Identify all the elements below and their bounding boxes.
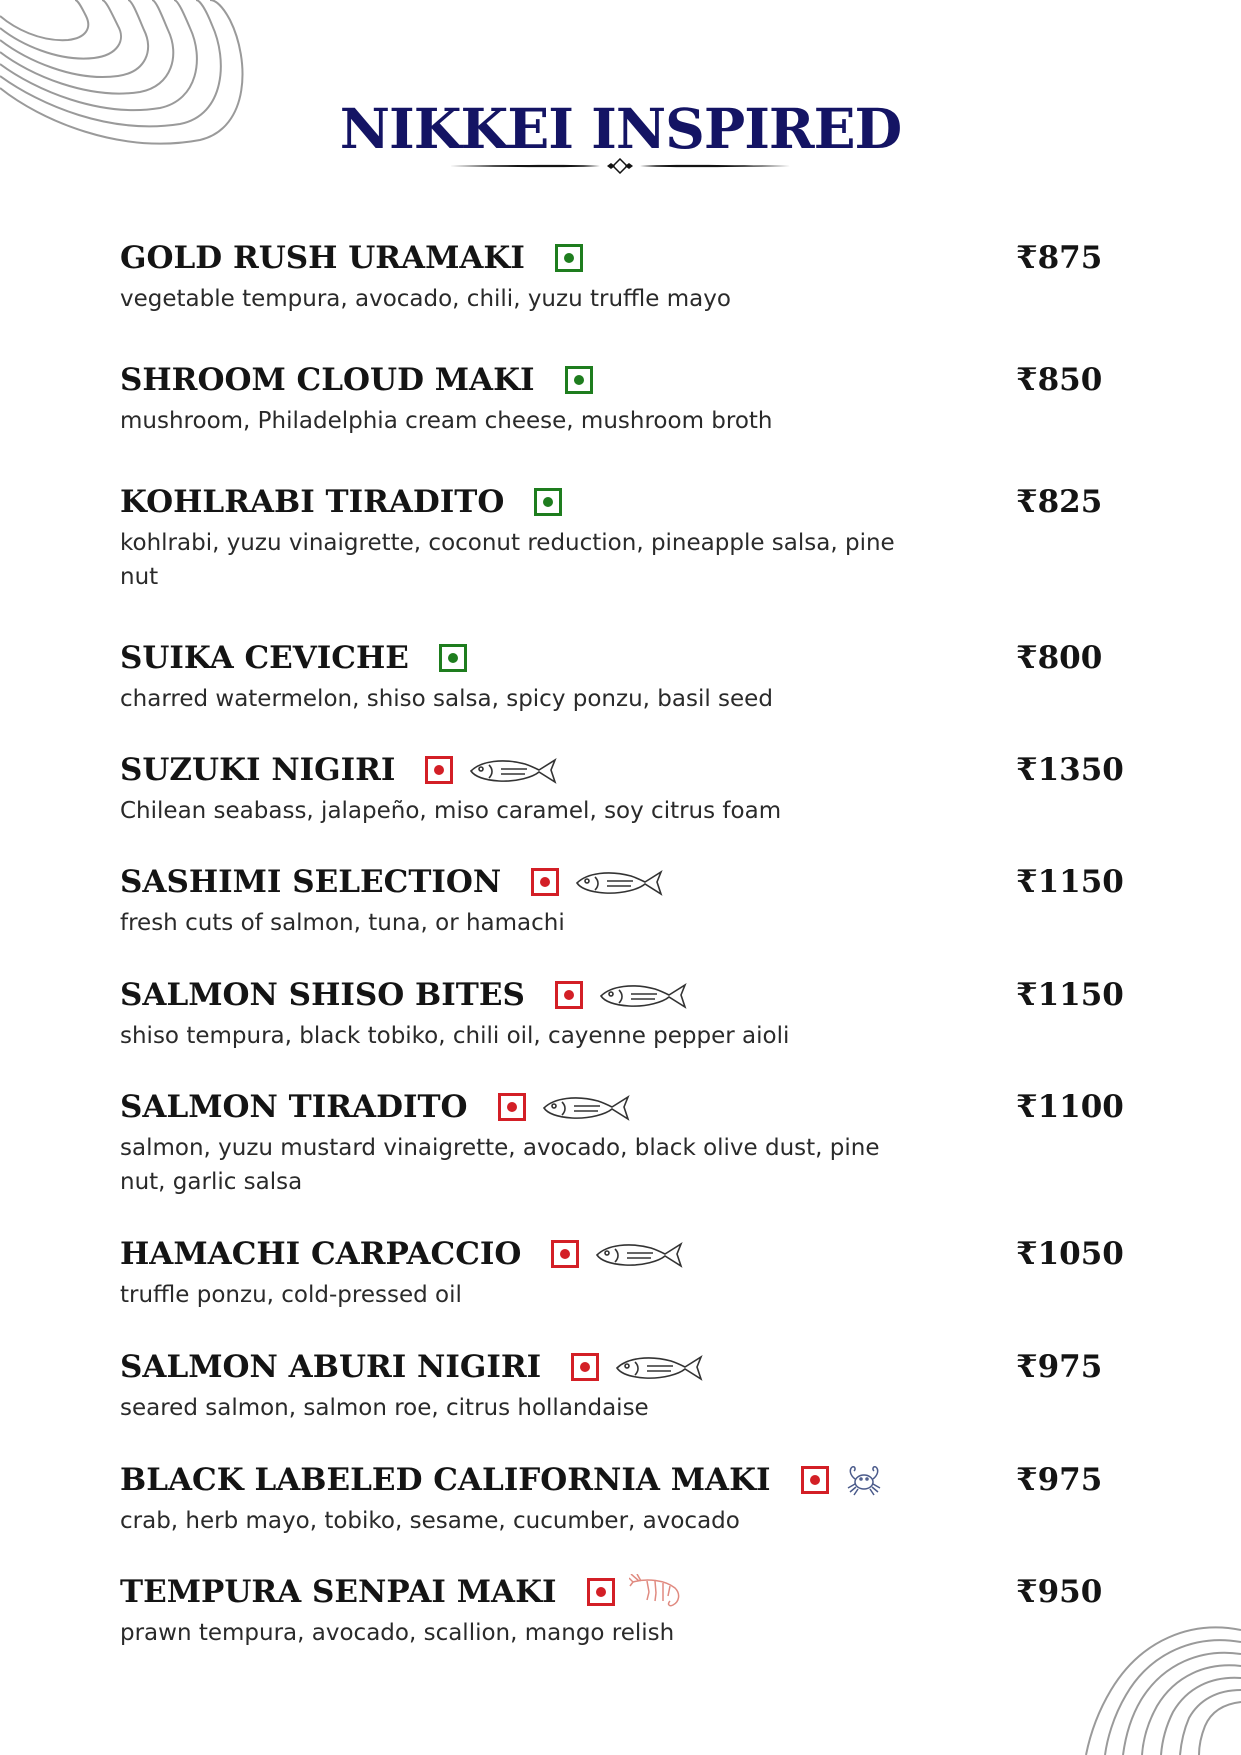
fish-icon: [467, 755, 559, 785]
menu-item: [120, 862, 1124, 940]
veg-indicator-icon: [565, 366, 593, 394]
menu-item: [120, 1087, 1124, 1199]
item-description: shiso tempura, black tobiko, chili oil, cayenne pepper aioli: [120, 1023, 790, 1049]
item-name: SALMON SHISO BITES: [120, 977, 525, 1013]
menu-item: [120, 750, 1124, 828]
menu-title: NIKKEI INSPIRED: [339, 96, 902, 161]
item-description: Chilean seabass, jalapeño, miso caramel, soy citrus foam: [120, 798, 782, 824]
item-price: ₹1150: [1016, 977, 1124, 1013]
item-price: ₹825: [1016, 484, 1103, 520]
item-description: prawn tempura, avocado, scallion, mango relish: [120, 1620, 675, 1646]
item-name: GOLD RUSH URAMAKI: [120, 240, 525, 276]
item-description: salmon, yuzu mustard vinaigrette, avocado, black olive dust, pine nut, garlic salsa: [120, 1135, 880, 1195]
item-description: fresh cuts of salmon, tuna, or hamachi: [120, 910, 565, 936]
item-name: BLACK LABELED CALIFORNIA MAKI: [120, 1462, 771, 1498]
item-price: ₹1100: [1016, 1089, 1124, 1125]
menu-item: [120, 975, 1124, 1053]
item-description: vegetable tempura, avocado, chili, yuzu truffle mayo: [120, 286, 731, 312]
item-price: ₹875: [1016, 240, 1103, 276]
veg-indicator-icon: [534, 488, 562, 516]
item-name: SHROOM CLOUD MAKI: [120, 362, 535, 398]
title-divider-ornament: [450, 158, 790, 174]
item-price: ₹1350: [1016, 752, 1124, 788]
fish-icon: [573, 867, 665, 897]
item-price: ₹975: [1016, 1462, 1103, 1498]
item-name: SUZUKI NIGIRI: [120, 752, 396, 788]
item-price: ₹1150: [1016, 864, 1124, 900]
item-price: ₹975: [1016, 1349, 1103, 1385]
item-description: seared salmon, salmon roe, citrus hollandaise: [120, 1395, 649, 1421]
veg-indicator-icon: [439, 644, 467, 672]
non-veg-indicator-icon: [801, 1466, 829, 1494]
fish-icon: [593, 1239, 685, 1269]
fish-icon: [613, 1352, 705, 1382]
menu-item: [120, 238, 1120, 316]
menu-item: [120, 360, 1120, 438]
item-name: SALMON TIRADITO: [120, 1089, 468, 1125]
menu-item: [120, 1572, 1120, 1650]
item-name: HAMACHI CARPACCIO: [120, 1236, 522, 1272]
item-price: ₹950: [1016, 1574, 1103, 1610]
prawn-icon: [629, 1574, 685, 1610]
menu-item: [120, 1347, 1120, 1425]
fish-icon: [597, 980, 689, 1010]
crab-icon: [843, 1462, 885, 1498]
non-veg-indicator-icon: [551, 1240, 579, 1268]
item-name: SALMON ABURI NIGIRI: [120, 1349, 542, 1385]
menu-item: [120, 1234, 1124, 1312]
fish-icon: [540, 1092, 632, 1122]
non-veg-indicator-icon: [498, 1093, 526, 1121]
item-description: truffle ponzu, cold-pressed oil: [120, 1282, 462, 1308]
item-description: mushroom, Philadelphia cream cheese, mushroom broth: [120, 408, 773, 434]
item-price: ₹800: [1016, 640, 1103, 676]
non-veg-indicator-icon: [571, 1353, 599, 1381]
item-price: ₹1050: [1016, 1236, 1124, 1272]
non-veg-indicator-icon: [555, 981, 583, 1009]
item-name: SUIKA CEVICHE: [120, 640, 409, 676]
non-veg-indicator-icon: [425, 756, 453, 784]
item-name: TEMPURA SENPAI MAKI: [120, 1574, 557, 1610]
item-name: SASHIMI SELECTION: [120, 864, 502, 900]
menu-item: [120, 482, 1120, 594]
veg-indicator-icon: [555, 244, 583, 272]
menu-item: [120, 638, 1120, 716]
item-description: kohlrabi, yuzu vinaigrette, coconut reduction, pineapple salsa, pine nut: [120, 530, 895, 590]
item-price: ₹850: [1016, 362, 1103, 398]
non-veg-indicator-icon: [531, 868, 559, 896]
menu-item: [120, 1460, 1120, 1538]
item-description: charred watermelon, shiso salsa, spicy ponzu, basil seed: [120, 686, 773, 712]
item-description: crab, herb mayo, tobiko, sesame, cucumber, avocado: [120, 1508, 740, 1534]
non-veg-indicator-icon: [587, 1578, 615, 1606]
item-name: KOHLRABI TIRADITO: [120, 484, 505, 520]
